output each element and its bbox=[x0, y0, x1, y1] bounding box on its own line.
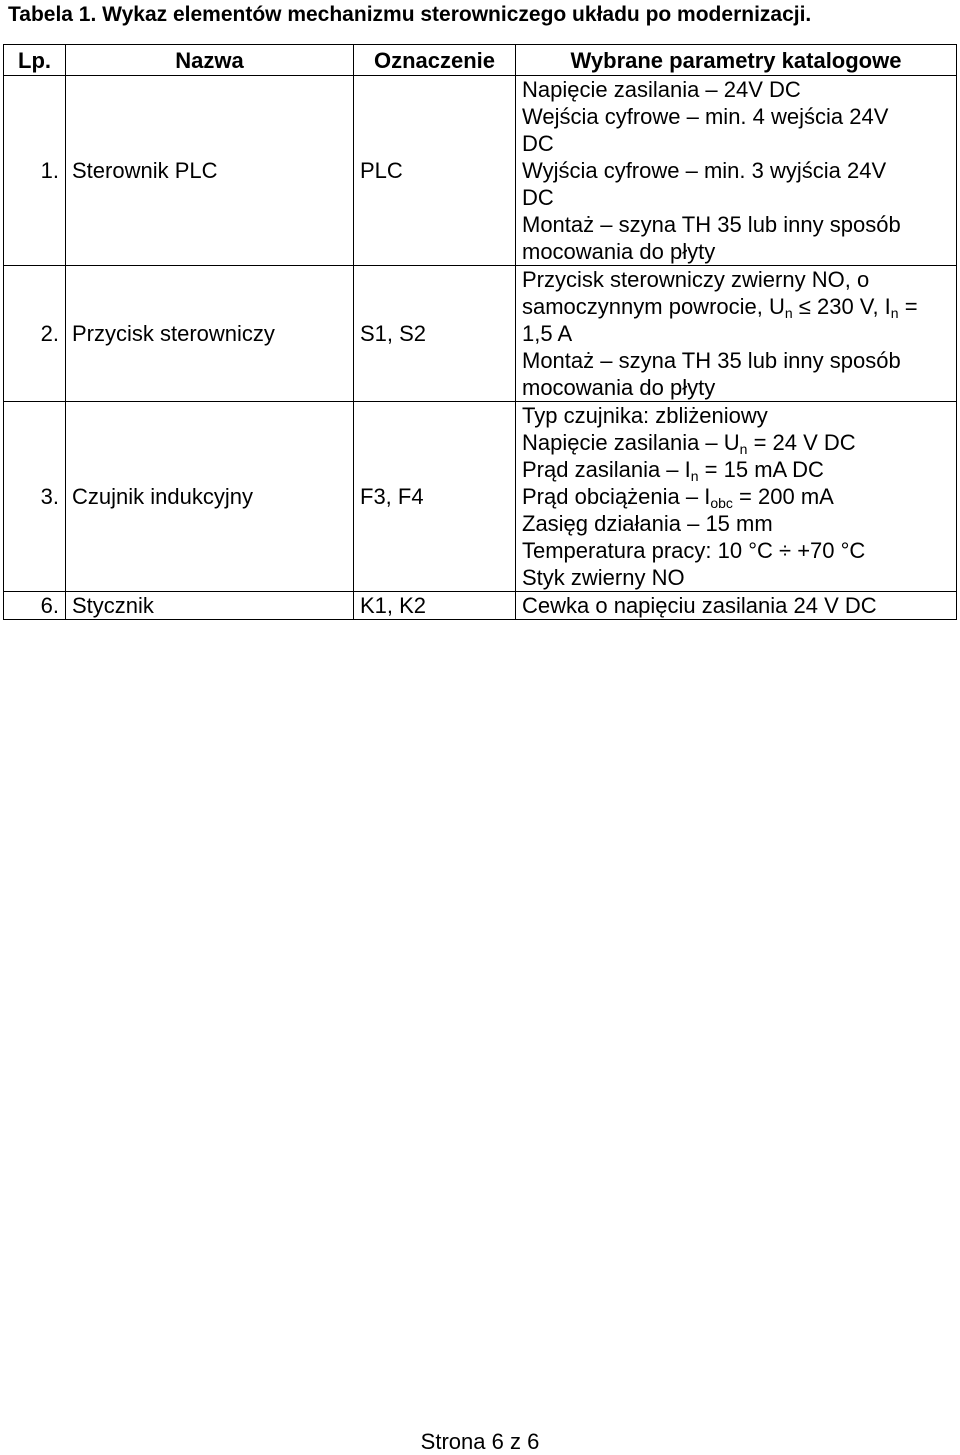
param-text: Prąd obciążenia – I bbox=[522, 484, 711, 509]
param-line: Typ czujnika: zbliżeniowy bbox=[522, 403, 768, 428]
param-line: Napięcie zasilania – 24V DC bbox=[522, 77, 801, 102]
table-row bbox=[4, 402, 957, 592]
cell-name: Czujnik indukcyjny bbox=[66, 402, 354, 592]
param-line: Styk zwierny NO bbox=[522, 565, 685, 590]
cell-lp: 1. bbox=[4, 76, 66, 266]
page-footer: Strona 6 z 6 bbox=[420, 1429, 540, 1454]
header-params: Wybrane parametry katalogowe bbox=[516, 45, 957, 76]
subscript: obc bbox=[710, 495, 733, 511]
table-header-row bbox=[4, 45, 957, 76]
param-text: = 15 mA DC bbox=[698, 457, 824, 482]
subscript: n bbox=[890, 305, 899, 321]
subscript: n bbox=[739, 441, 748, 457]
header-lp: Lp. bbox=[4, 45, 66, 76]
param-text: Prąd zasilania – I bbox=[522, 457, 691, 482]
subscript: n bbox=[690, 468, 699, 484]
param-line: Wyjścia cyfrowe – min. 3 wyjścia 24V DC bbox=[522, 158, 887, 210]
cell-params bbox=[516, 76, 957, 266]
param-line: Zasięg działania – 15 mm bbox=[522, 511, 773, 536]
param-line bbox=[522, 266, 950, 347]
param-line bbox=[522, 456, 950, 483]
param-line: Wejścia cyfrowe – min. 4 wejścia 24V DC bbox=[522, 104, 889, 156]
table-row bbox=[4, 266, 957, 402]
header-designation: Oznaczenie bbox=[354, 45, 516, 76]
param-text: = 24 V DC bbox=[747, 430, 856, 455]
cell-name: Stycznik bbox=[66, 592, 354, 620]
components-table bbox=[3, 44, 957, 620]
cell-params bbox=[516, 592, 957, 620]
param-text: Napięcie zasilania – U bbox=[522, 430, 740, 455]
param-line: Temperatura pracy: 10 °C ÷ +70 °C bbox=[522, 538, 866, 563]
param-text: ≤ 230 V, I bbox=[792, 294, 891, 319]
cell-designation: PLC bbox=[354, 76, 516, 266]
cell-name: Sterownik PLC bbox=[66, 76, 354, 266]
param-line: Montaż – szyna TH 35 lub inny sposób mocowania do płyty bbox=[522, 348, 901, 400]
table-row bbox=[4, 76, 957, 266]
table-row bbox=[4, 592, 957, 620]
cell-lp: 2. bbox=[4, 266, 66, 402]
param-text: = 200 mA bbox=[732, 484, 834, 509]
table-caption: Tabela 1. Wykaz elementów mechanizmu sterowniczego układu po modernizacji. bbox=[8, 3, 812, 26]
subscript: n bbox=[784, 305, 793, 321]
cell-params bbox=[516, 402, 957, 592]
header-name: Nazwa bbox=[66, 45, 354, 76]
param-line: Montaż – szyna TH 35 lub inny sposób mocowania do płyty bbox=[522, 212, 901, 264]
param-line bbox=[522, 483, 950, 510]
param-line bbox=[522, 429, 950, 456]
cell-designation: S1, S2 bbox=[354, 266, 516, 402]
param-text: Przycisk sterowniczy zwierny NO, o samoczynnym powrocie, U bbox=[522, 267, 870, 319]
cell-name: Przycisk sterowniczy bbox=[66, 266, 354, 402]
param-text: = 1,5 A bbox=[522, 294, 918, 346]
cell-designation: K1, K2 bbox=[354, 592, 516, 620]
cell-lp: 6. bbox=[4, 592, 66, 620]
cell-params bbox=[516, 266, 957, 402]
cell-designation: F3, F4 bbox=[354, 402, 516, 592]
param-line: Cewka o napięciu zasilania 24 V DC bbox=[522, 593, 877, 618]
cell-lp: 3. bbox=[4, 402, 66, 592]
